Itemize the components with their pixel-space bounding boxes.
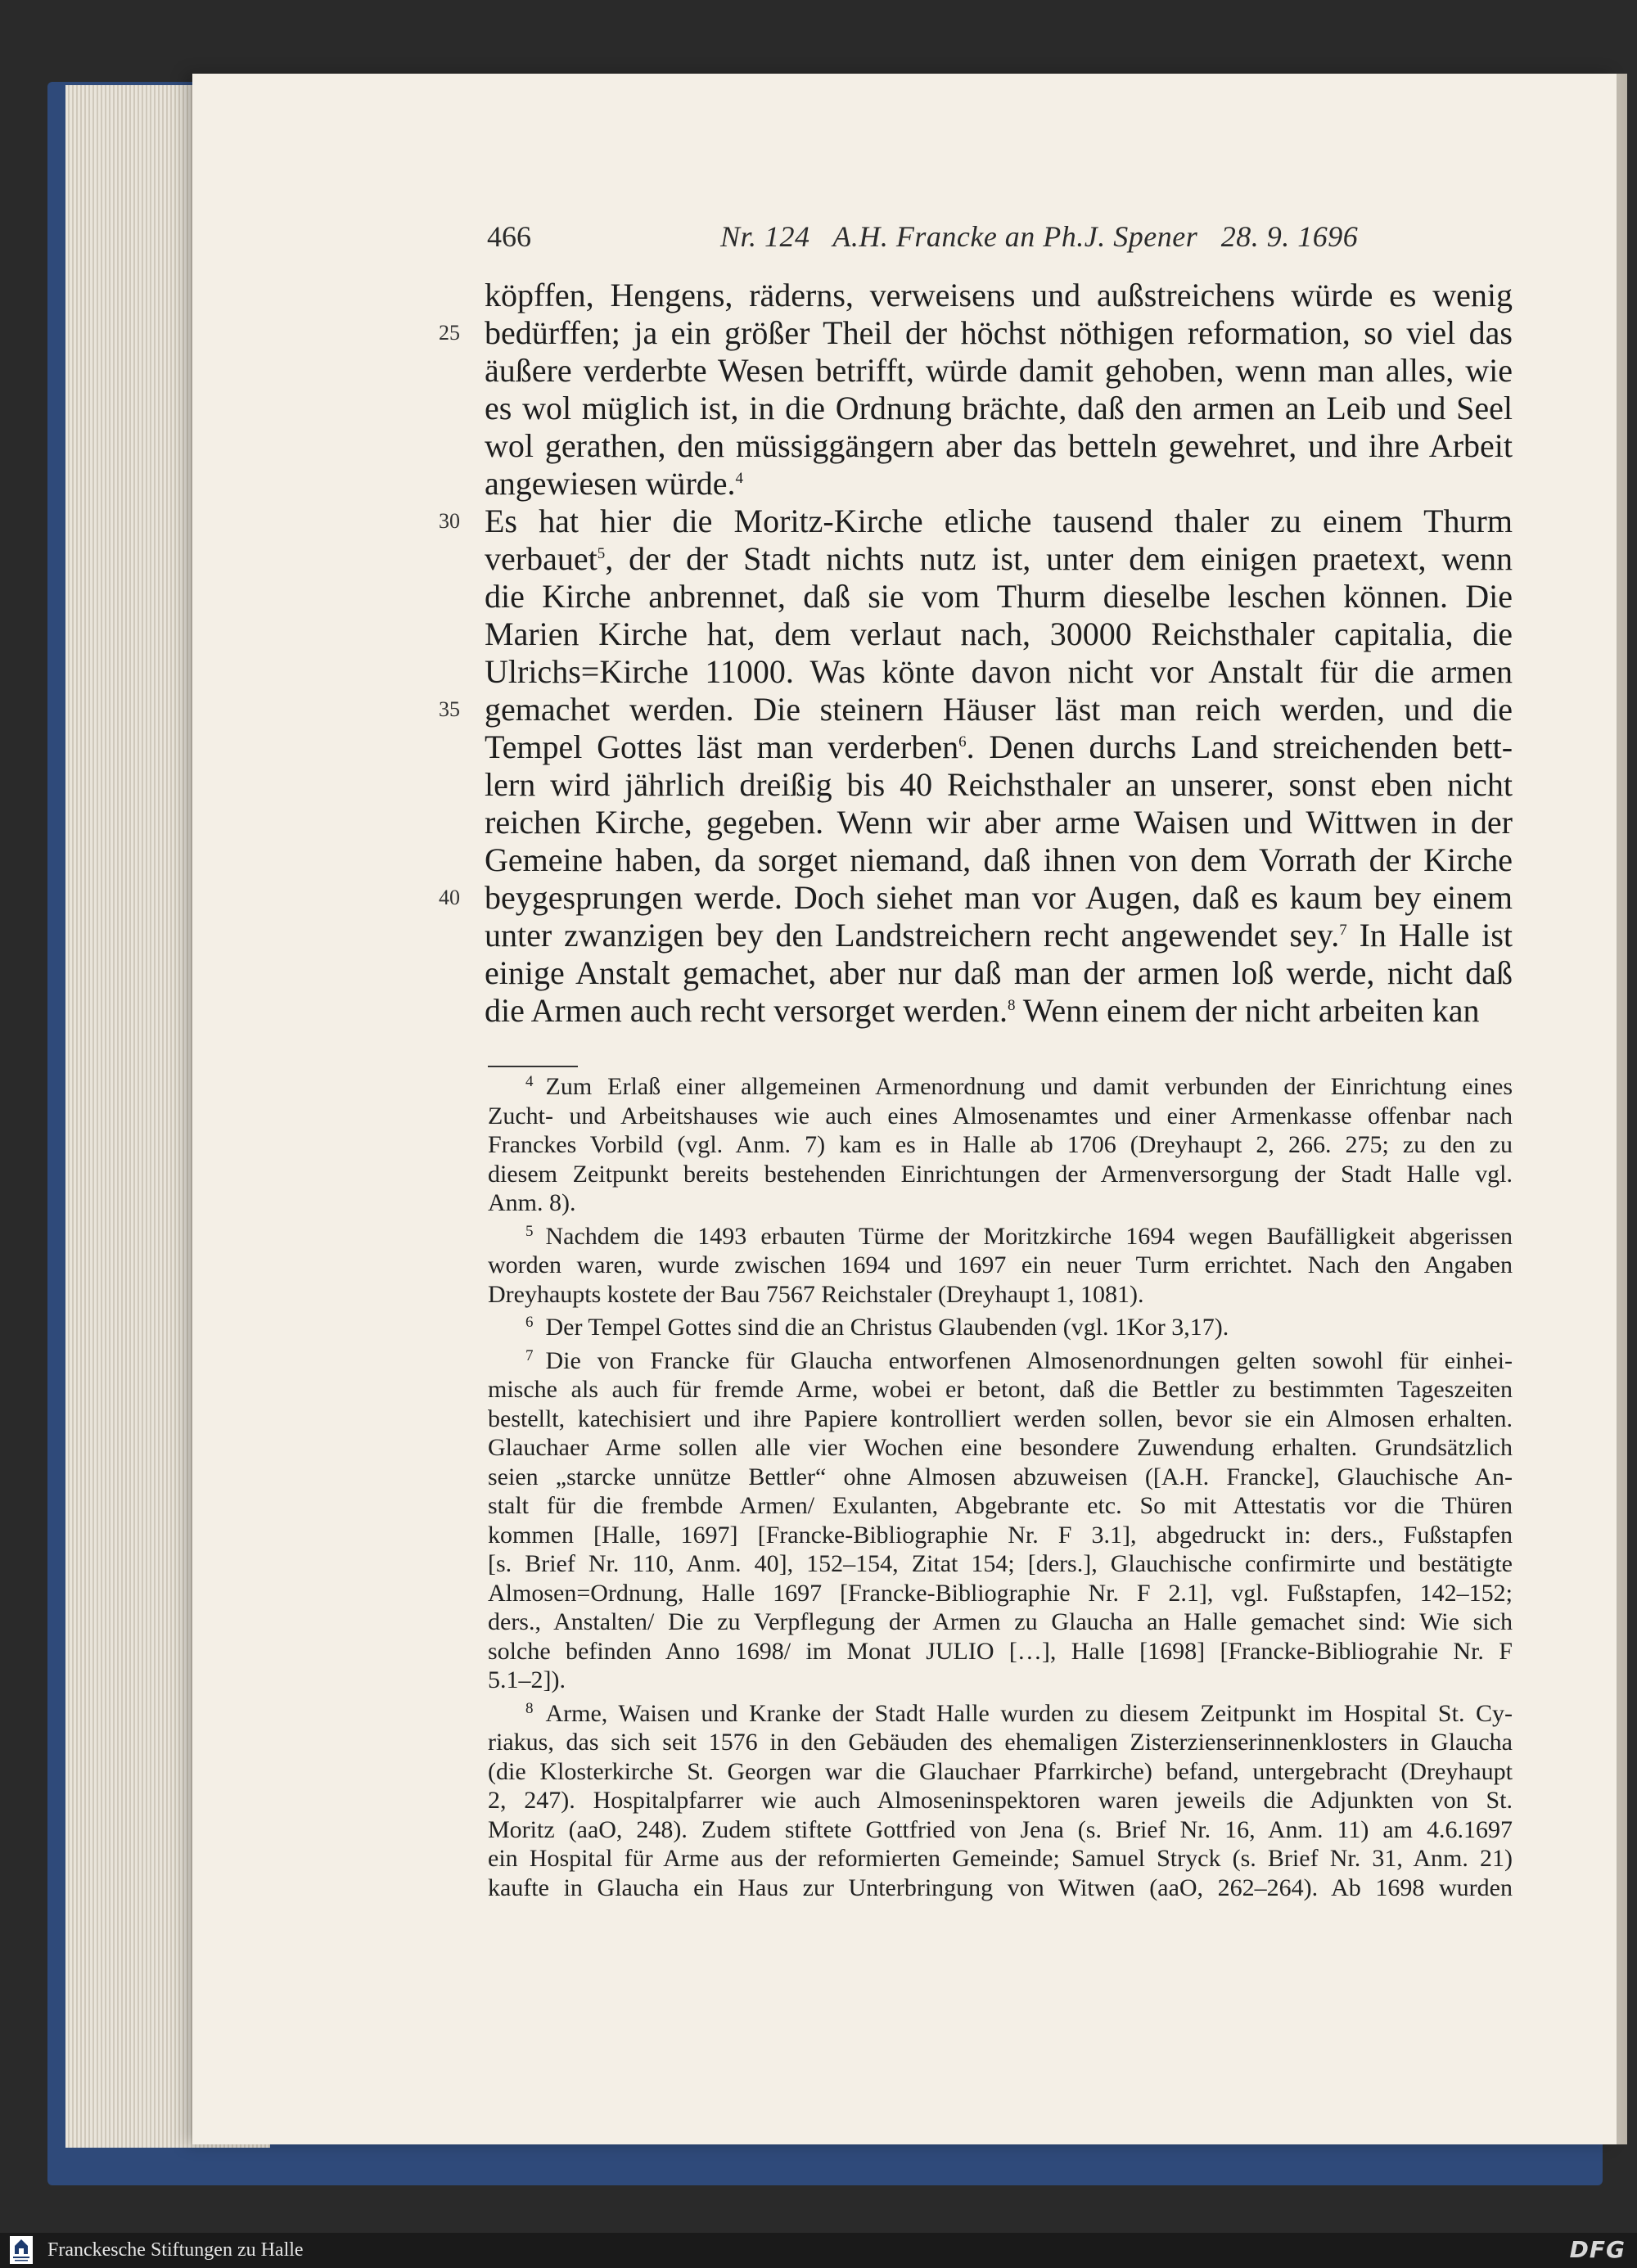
- footnote-text: Arme, Waisen und Kranke der Stadt Halle wurden zu diesem Zeitpunkt im Hospital St. Cy-: [545, 1699, 1513, 1727]
- footnote-text: Moritz (aaO, 248). Zudem stiftete Gottfried von Jena (s. Brief Nr. 16, Anm. 11) am 4.6.1697: [488, 1815, 1513, 1843]
- footnote-text: seien „starcke unnütze Bettler“ ohne Almosen abzuweisen ([A.H. Francke], Glauchische An-: [488, 1463, 1513, 1490]
- line-text: angewiesen würde.: [485, 465, 736, 502]
- footnote-line: [488, 1786, 1513, 1815]
- footnote-number: 8: [525, 1699, 534, 1717]
- footnote-marker: 6: [958, 733, 967, 751]
- footnote-number: 7: [525, 1346, 534, 1364]
- footnote-text: kommen [Halle, 1697] [Francke-Bibliographie Nr. F 3.1], abgedruckt in: ders., Fußstapfen: [488, 1521, 1513, 1549]
- footnote-line: [488, 1313, 1513, 1342]
- footnote-line: [488, 1405, 1513, 1434]
- institution-name: Franckesche Stiftungen zu Halle: [47, 2239, 304, 2261]
- footnote-text: worden waren, wurde zwischen 1694 und 1697 ein neuer Turm errichtet. Nach den Angaben: [488, 1251, 1513, 1278]
- line-text: Ulrichs=Kirche 11000. Was könte davon nicht vor Anstalt für die armen: [485, 653, 1513, 690]
- footnote-marker: 4: [735, 470, 744, 487]
- footnote-text: Dreyhaupts kostete der Bau 7567 Reichstaler (Dreyhaupt 1, 1081).: [488, 1280, 1144, 1308]
- text-line: [485, 578, 1513, 615]
- footnote-text: Anm. 8).: [488, 1189, 576, 1216]
- footnote-line: [488, 1188, 1513, 1218]
- footnote-text: 5.1–2]).: [488, 1666, 566, 1693]
- footnote-text: (die Klosterkirche St. Georgen war die Glauchaer Pfarrkirche) befand, untergebracht (Dreyhaupt: [488, 1757, 1513, 1785]
- line-text-tail: , der der Stadt nichts nutz ist, unter dem einigen praetext, wenn: [605, 540, 1513, 577]
- line-text: es wol müglich ist, in die Ordnung brächte, daß den armen an Leib und Seel: [485, 390, 1513, 426]
- line-text: köpffen, Hengens, räderns, verweisens und außstreichens würde es wenig: [485, 277, 1513, 313]
- footnote-line: [488, 1160, 1513, 1189]
- text-line: [485, 465, 1513, 503]
- footnote-7: [488, 1346, 1513, 1695]
- text-line: [485, 653, 1513, 691]
- line-text-tail: Wenn einem der nicht arbeiten kan: [1015, 992, 1480, 1029]
- page-header: [487, 219, 1518, 260]
- line-text: einige Anstalt gemachet, aber nur daß man der armen loß werde, nicht daß: [485, 954, 1513, 991]
- text-line: [439, 879, 1513, 917]
- footnote-line: [488, 1130, 1513, 1160]
- text-line: [485, 992, 1513, 1030]
- footnote-text: diesem Zeitpunkt bereits bestehenden Einrichtungen der Armenversorgung der Stadt Halle vgl.: [488, 1160, 1513, 1188]
- footnote-line: [488, 1346, 1513, 1376]
- footnote-line: [488, 1699, 1513, 1729]
- footnote-text: Zum Erlaß einer allgemeinen Armenordnung und damit verbunden der Einrichtung eines: [545, 1073, 1513, 1100]
- footnote-line: [488, 1375, 1513, 1405]
- text-line: [485, 615, 1513, 653]
- footnote-line: [488, 1549, 1513, 1579]
- footnote-marker: 8: [1008, 997, 1016, 1014]
- footnote-text: Die von Francke für Glaucha entworfenen Almosenordnungen gelten sowohl für einhei-: [545, 1346, 1513, 1374]
- line-text: äußere verderbte Wesen betrifft, würde damit gehoben, wenn man alles, wie: [485, 352, 1513, 389]
- footnote-line: [488, 1251, 1513, 1280]
- line-text: beygesprungen werde. Doch siehet man vor Augen, daß es kaum bey einem: [485, 879, 1513, 916]
- footnote-text: Der Tempel Gottes sind die an Christus Glaubenden (vgl. 1Kor 3,17).: [545, 1314, 1229, 1341]
- text-line: [485, 352, 1513, 390]
- text-line: [485, 728, 1513, 766]
- text-line: [485, 841, 1513, 879]
- line-text: Tempel Gottes läst man verderben: [485, 728, 959, 765]
- footnote-text: solche befinden Anno 1698/ im Monat JULIO […], Halle [1698] [Francke-Bibliograhie Nr. F: [488, 1637, 1513, 1665]
- footnote-line: [488, 1728, 1513, 1757]
- text-line: [485, 954, 1513, 992]
- footnote-marker: 7: [1339, 922, 1347, 939]
- text-line: [485, 540, 1513, 578]
- main-text: [439, 277, 1513, 1030]
- footnote-line: [488, 1607, 1513, 1637]
- footnote-text: stalt für die frembde Armen/ Exulanten, Abgebrante etc. So mit Attestatis vor die Thüren: [488, 1492, 1513, 1519]
- footnote-line: [488, 1873, 1513, 1903]
- footnote-text: mische als auch für fremde Arme, wobei er betont, daß die Bettler zu bestimmten Tageszeiten: [488, 1376, 1513, 1403]
- line-number: 35: [439, 697, 460, 721]
- footnote-text: [s. Brief Nr. 110, Anm. 40], 152–154, Zitat 154; [ders.], Glauchische confirmirte und bestätigte: [488, 1550, 1513, 1577]
- footnote-number: 4: [525, 1073, 534, 1090]
- text-line: [485, 390, 1513, 427]
- line-number: 40: [439, 886, 460, 909]
- footnote-rule: [488, 1066, 578, 1067]
- footnote-text: ders., Anstalten/ Die zu Verpflegung der Armen zu Glaucha an Halle gemachet sind: Wie sich: [488, 1608, 1513, 1635]
- line-text: verbauet: [485, 540, 598, 577]
- footnote-line: [488, 1222, 1513, 1251]
- footnote-line: [488, 1815, 1513, 1845]
- line-number: 30: [439, 509, 460, 533]
- text-line: [485, 804, 1513, 841]
- line-text: die Kirche anbrennet, daß sie vom Thurm dieselbe leschen können. Die: [485, 578, 1513, 615]
- text-line: [485, 766, 1513, 804]
- footnote-line: [488, 1844, 1513, 1873]
- page-number: 466: [487, 220, 531, 253]
- footnote-line: [488, 1757, 1513, 1787]
- footnote-line: [488, 1463, 1513, 1492]
- footnote-text: Almosen=Ordnung, Halle 1697 [Francke-Bibliographie Nr. F 2.1], vgl. Fußstapfen, 142–152;: [488, 1579, 1513, 1607]
- text-line: [439, 503, 1513, 540]
- footnote-6: [488, 1313, 1513, 1342]
- footnote-line: [488, 1579, 1513, 1608]
- line-number: 25: [439, 321, 460, 345]
- footnote-text: Nachdem die 1493 erbauten Türme der Moritzkirche 1694 wegen Baufälligkeit abgerissen: [545, 1222, 1513, 1250]
- footnotes: [488, 1072, 1513, 1906]
- line-text-tail: In Halle ist: [1346, 917, 1513, 954]
- footnote-8: [488, 1699, 1513, 1903]
- line-text: Marien Kirche hat, dem verlaut nach, 30000 Reichsthaler capitalia, die: [485, 615, 1513, 652]
- footnote-line: [488, 1433, 1513, 1463]
- line-text: Gemeine haben, da sorget niemand, daß ihnen von dem Vorrath der Kirche: [485, 841, 1513, 878]
- footnote-marker: 5: [597, 545, 606, 562]
- text-line: [485, 917, 1513, 954]
- footnote-text: ein Hospital für Arme aus der reformierten Gemeinde; Samuel Stryck (s. Brief Nr. 31, Anm. 21): [488, 1845, 1513, 1872]
- footnote-line: [488, 1102, 1513, 1131]
- line-text: unter zwanzigen bey den Landstreichern recht angewendet sey.: [485, 917, 1340, 954]
- line-text: lern wird jährlich dreißig bis 40 Reichsthaler an unserer, sonst eben nicht: [485, 766, 1513, 803]
- line-text: wol gerathen, den müssiggängern aber das betteln gewehret, und ihre Arbeit: [485, 427, 1513, 464]
- line-text: gemachet werden. Die steinern Häuser läst man reich werden, und die: [485, 691, 1513, 728]
- footnote-text: kaufte in Glaucha ein Haus zur Unterbringung von Witwen (aaO, 262–264). Ab 1698 wurden: [488, 1873, 1513, 1901]
- viewer-footer-bar: [0, 2233, 1637, 2268]
- footnote-text: bestellt, katechisiert und ihre Papiere kontrolliert werden sollen, bevor sie ein Almosen erhalten.: [488, 1405, 1513, 1432]
- footnote-line: [488, 1637, 1513, 1666]
- text-line: [439, 314, 1513, 352]
- line-text: Es hat hier die Moritz-Kirche etliche tausend thaler zu einem Thurm: [485, 503, 1513, 539]
- footnote-text: Franckes Vorbild (vgl. Anm. 7) kam es in Halle ab 1706 (Dreyhaupt 2, 266. 275; zu den zu: [488, 1131, 1513, 1158]
- footnote-text: Zucht- und Arbeitshauses wie auch eines Almosenamtes und einer Armenkasse offenbar nach: [488, 1102, 1513, 1129]
- footnote-number: 5: [525, 1222, 534, 1240]
- footnote-line: [488, 1521, 1513, 1550]
- text-line: [485, 427, 1513, 465]
- line-text: bedürffen; ja ein größer Theil der höchst nöthigen reformation, so viel das: [485, 314, 1513, 351]
- line-text: reichen Kirche, gegeben. Wenn wir aber arme Waisen und Wittwen in der: [485, 804, 1513, 841]
- text-line: [485, 277, 1513, 314]
- footnote-line: [488, 1280, 1513, 1310]
- footnote-line: [488, 1491, 1513, 1521]
- franckesche-stiftungen-logo-icon: [10, 2236, 33, 2264]
- footnote-4: [488, 1072, 1513, 1218]
- running-head: Nr. 124 A.H. Francke an Ph.J. Spener 28. 9. 1696: [720, 220, 1359, 253]
- footnote-line: [488, 1666, 1513, 1695]
- footnote-text: 2, 247). Hospitalpfarrer wie auch Almoseninspektoren waren jeweils die Adjunkten von St.: [488, 1787, 1513, 1814]
- footnote-text: riakus, das sich seit 1576 in den Gebäuden des ehemaligen Zisterzienserinnenklosters in Glaucha: [488, 1729, 1513, 1756]
- dfg-logo: DFG: [1569, 2236, 1626, 2263]
- footnote-line: [488, 1072, 1513, 1102]
- footnote-number: 6: [525, 1314, 534, 1331]
- footnote-5: [488, 1222, 1513, 1310]
- line-text: die Armen auch recht versorget werden.: [485, 992, 1008, 1029]
- line-text-tail: . Denen durchs Land streichenden bett-: [966, 728, 1513, 765]
- footnote-text: Glauchaer Arme sollen alle vier Wochen eine besondere Zuwendung erhalten. Grundsätzlich: [488, 1434, 1513, 1461]
- text-line: [439, 691, 1513, 728]
